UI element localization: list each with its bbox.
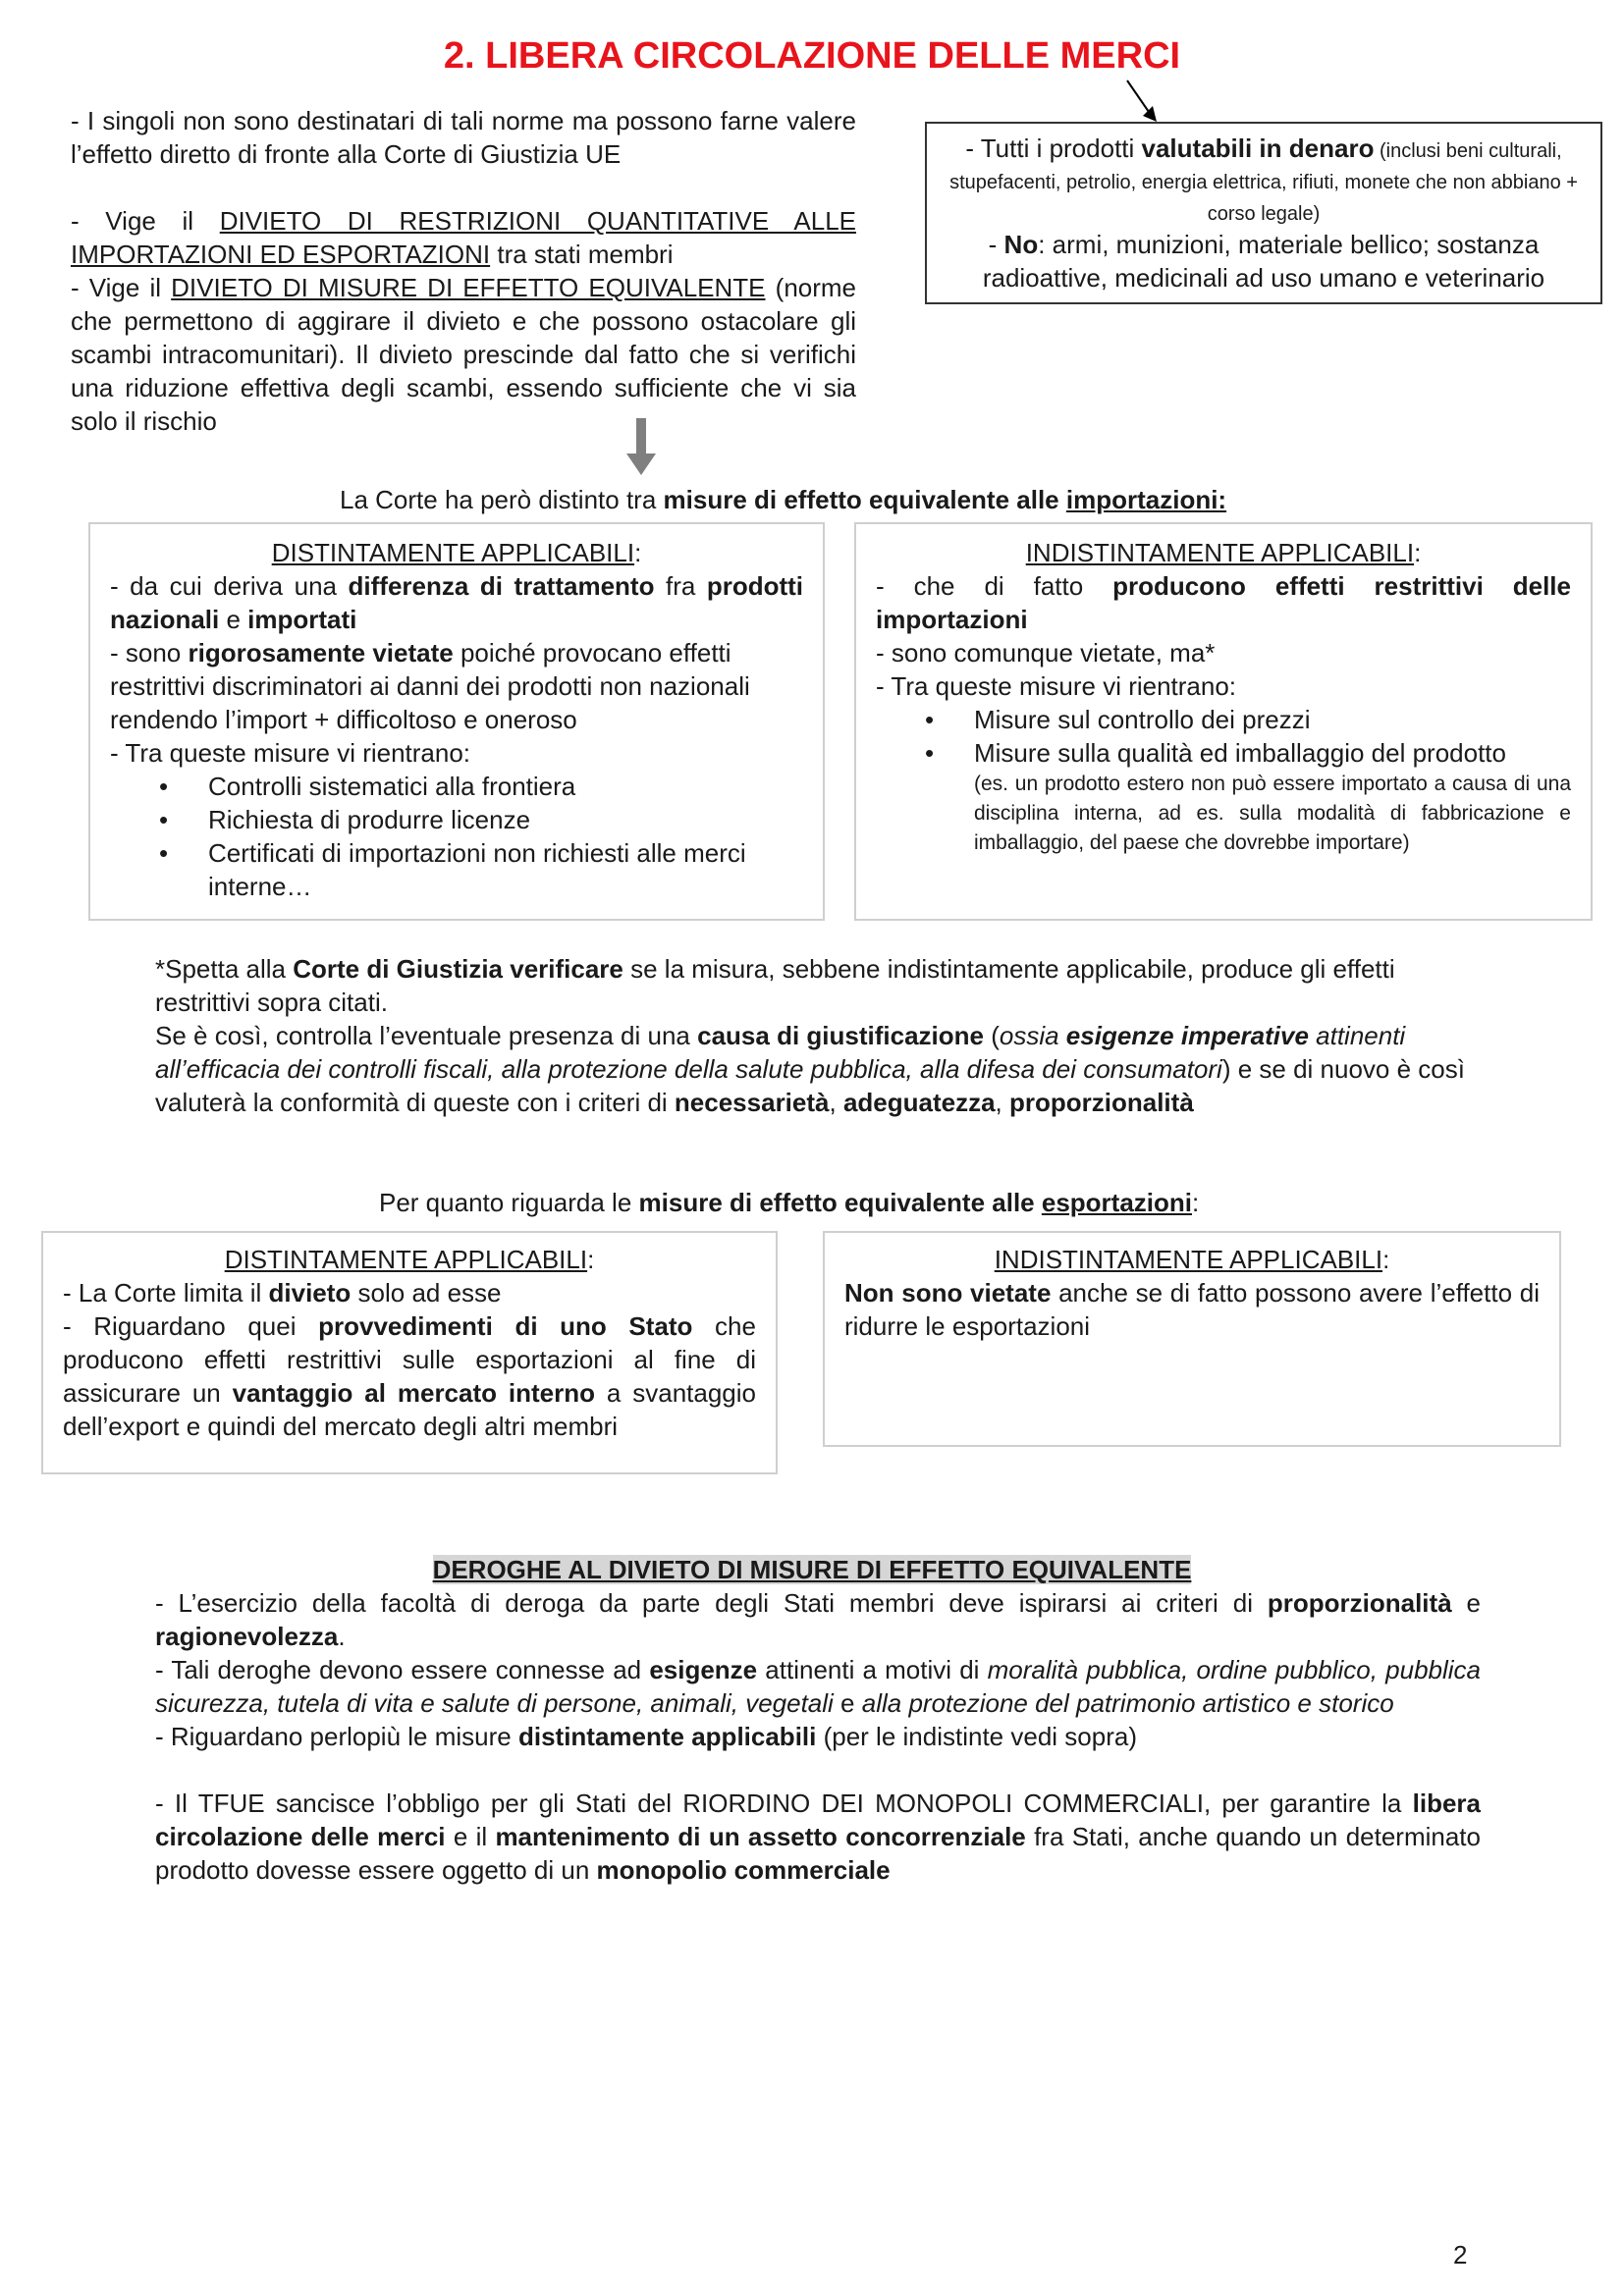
import-indistinct-l1: - che di fatto producono effetti restrittivi delle importazioni [876, 571, 1571, 634]
intro-p2: - Vige il DIVIETO DI RESTRIZIONI QUANTITATIVE ALLE IMPORTAZIONI ED ESPORTAZIONI tra stati membri [71, 206, 857, 269]
list-item: • Certificati di importazioni non richiesti alle merci interne… [208, 836, 803, 903]
export-distinct-l2: - Riguardano quei provvedimenti di uno Stato che producono effetti restrittivi sulle esportazioni al fine di assicurare un vantaggio al mercato interno a svantaggio dell’export e quindi del mercato degli altri membri [63, 1311, 756, 1441]
import-distinct-header: DISTINTAMENTE APPLICABILI: [271, 538, 642, 567]
derog-p3: - Riguardano perlopiù le misure distintamente applicabili (per le indistinte vedi sopra) [155, 1722, 1137, 1751]
export-distinct-box [41, 1231, 778, 1474]
goods-line-1: - Tutti i prodotti valutabili in denaro (inclusi beni culturali, stupefacenti, petrolio, energia elettrica, rifiuti, monete che non abbiano + corso legale) [949, 133, 1578, 225]
import-indistinct-l2: - sono comunque vietate, ma* [876, 638, 1216, 667]
import-distinct-l1: - da cui deriva una differenza di trattamento fra prodotti nazionali e importati [110, 571, 804, 634]
derog-p2: - Tali deroghe devono essere connesse ad esigenze attinenti a motivi di moralità pubblica, ordine pubblico, pubblica sicurezza, tutela di vita e salute di persone, animali, vegetali e alla protezione del patrimonio artistico e storico [155, 1655, 1482, 1718]
export-indistinct-header: INDISTINTAMENTE APPLICABILI: [994, 1245, 1390, 1274]
import-distinct-box [88, 522, 825, 921]
import-indistinct-l3: - Tra queste misure vi rientrano: [876, 671, 1237, 701]
import-distinct-list [110, 770, 803, 903]
derogations-text [155, 1586, 1481, 1887]
import-indistinct-header: INDISTINTAMENTE APPLICABILI: [1025, 538, 1422, 567]
goods-box [925, 122, 1602, 304]
derog-p1: - L’esercizio della facoltà di deroga da parte degli Stati membri deve ispirarsi ai criteri di proporzionalità e ragionevolezza. [155, 1588, 1482, 1651]
derog-p4: - Il TFUE sancisce l’obbligo per gli Stati del RIORDINO DEI MONOPOLI COMMERCIALI, per garantire la libera circolazione delle merci e il mantenimento di un assetto concorrenziale fra Stati, anche quando un determinato prodotto dovesse essere oggetto di un monopolio commerciale [155, 1789, 1481, 1885]
list-item: • Misure sulla qualità ed imballaggio del prodotto (es. un prodotto estero non può essere importato a causa di una disciplina interna, ad es. sulla modalità di fabbricazione e imballaggio, del paese che dovrebbe importare) [974, 736, 1571, 858]
import-heading: La Corte ha però distinto tra misure di effetto equivalente alle importazioni: [340, 485, 1227, 514]
page-title: 2. LIBERA CIRCOLAZIONE DELLE MERCI [443, 35, 1181, 77]
import-indistinct-list [876, 703, 1571, 858]
derogations-heading: DEROGHE AL DIVIETO DI MISURE DI EFFETTO EQUIVALENTE [432, 1555, 1192, 1584]
down-arrow-icon [626, 418, 656, 477]
note-p2: Se è così, controlla l’eventuale presenza di una causa di giustificazione (ossia esigenze imperative attinenti all’efficacia dei controlli fiscali, alla protezione della salute pubblica, alla difesa dei consumatori) e se di nuovo è così valuterà la conformità di queste con i criteri di necessarietà, adeguatezza, proporzionalità [155, 1021, 1465, 1117]
import-indistinct-box [854, 522, 1593, 921]
list-item: • Richiesta di produrre licenze [208, 803, 803, 836]
export-indistinct-l1: Non sono vietate anche se di fatto possono avere l’effetto di ridurre le esportazioni [844, 1278, 1540, 1341]
import-distinct-l3: - Tra queste misure vi rientrano: [110, 738, 471, 768]
note-p1: *Spetta alla Corte di Giustizia verificare se la misura, sebbene indistintamente applicabile, produce gli effetti restrittivi sopra citati. [155, 954, 1395, 1017]
import-distinct-l2: - sono rigorosamente vietate poiché provocano effetti restrittivi discriminatori ai danni dei prodotti non nazionali rendendo l’import + difficoltoso e oneroso [110, 638, 750, 734]
export-indistinct-box [823, 1231, 1561, 1447]
intro-p1: - I singoli non sono destinatari di tali norme ma possono farne valere l’effetto diretto di fronte alla Corte di Giustizia UE [71, 106, 856, 169]
intro-p3: - Vige il DIVIETO DI MISURE DI EFFETTO EQUIVALENTE (norme che permettono di aggirare il divieto e che possono ostacolare gli scambi intracomunitari). Il divieto prescinde dal fatto che si verifichi una riduzione effettiva degli scambi, essendo sufficiente che vi sia solo il rischio [71, 273, 857, 436]
goods-line-2: - No: armi, munizioni, materiale bellico; sostanza radioattive, medicinali ad uso umano e veterinario [982, 230, 1545, 293]
intro-text [71, 104, 856, 438]
export-heading: Per quanto riguarda le misure di effetto equivalente alle esportazioni: [379, 1188, 1200, 1217]
list-item: • Controlli sistematici alla frontiera [208, 770, 803, 803]
arrow-down-icon [1119, 77, 1168, 126]
page-number: 2 [1453, 2240, 1468, 2269]
list-item: • Misure sul controllo dei prezzi [974, 703, 1571, 736]
export-distinct-l1: - La Corte limita il divieto solo ad esse [63, 1278, 502, 1308]
court-note [155, 952, 1481, 1119]
export-distinct-header: DISTINTAMENTE APPLICABILI: [224, 1245, 595, 1274]
